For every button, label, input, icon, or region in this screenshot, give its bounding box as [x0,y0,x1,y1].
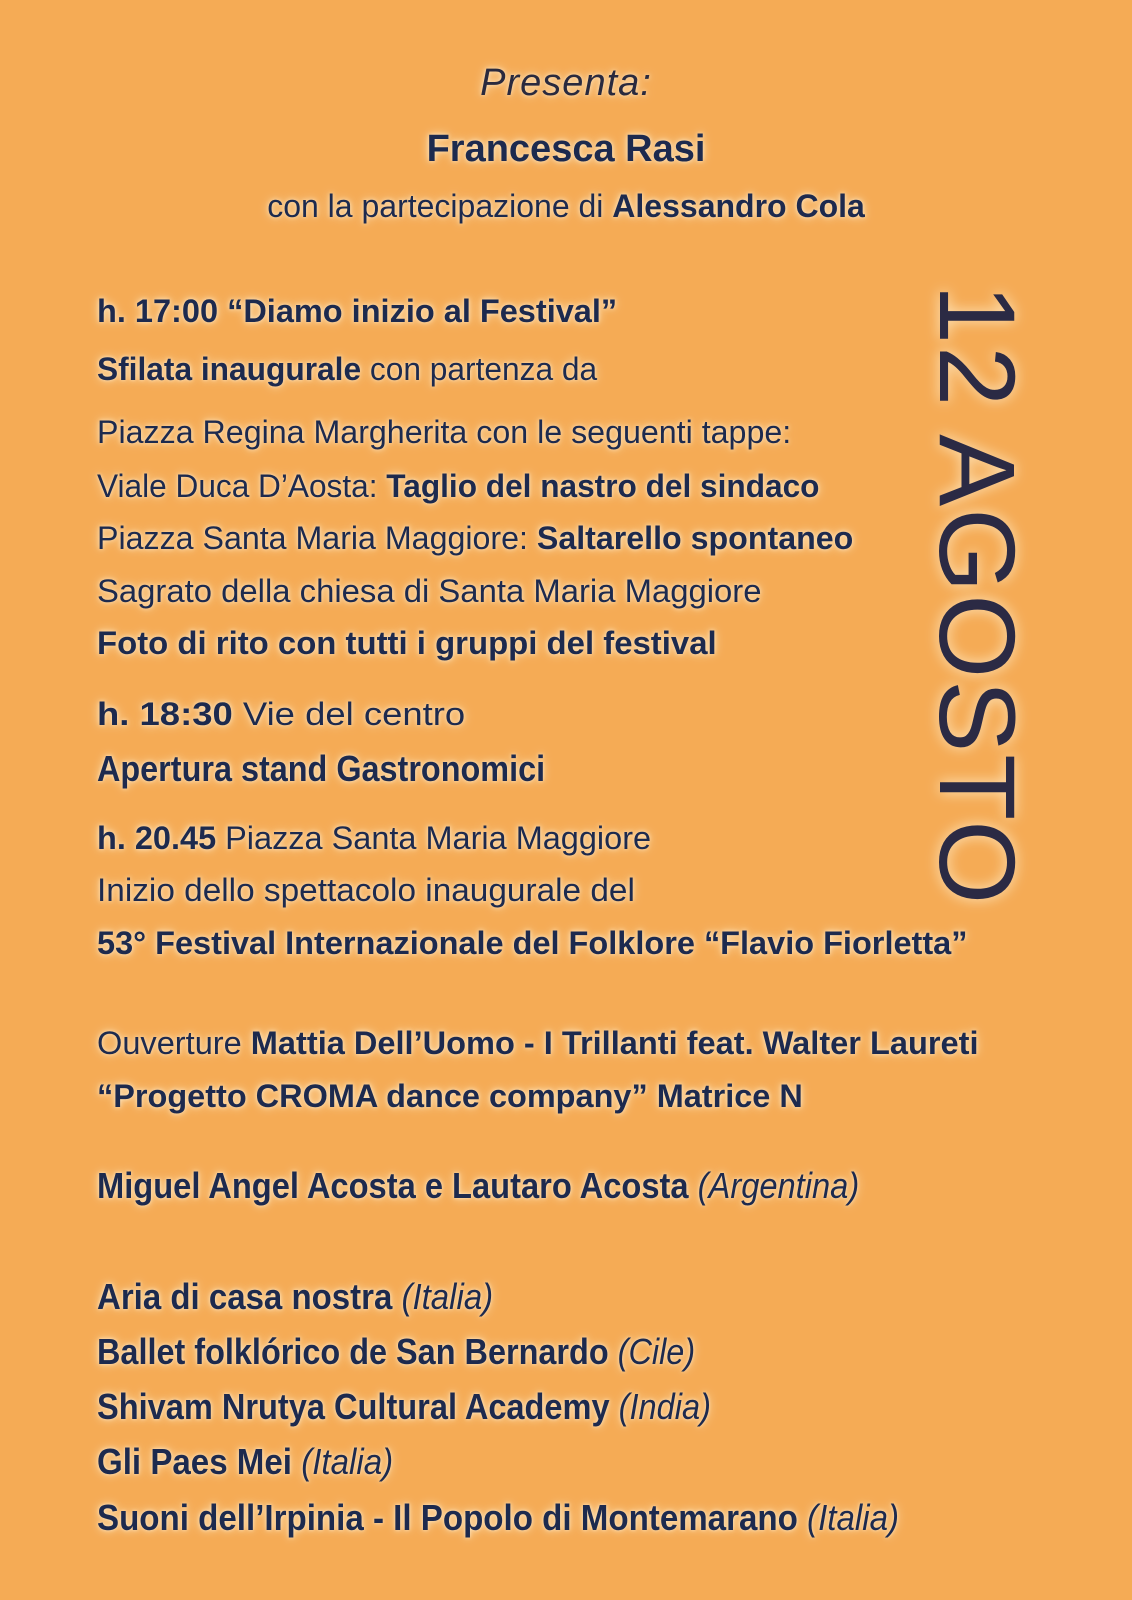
event-1-line-3: Piazza Regina Margherita con le seguenti tappe: [97,414,792,450]
overture-line-2: “Progetto CROMA dance company” Matrice N [97,1078,803,1114]
group-name: Gli Paes Mei [97,1441,292,1482]
event-2-place: Vie del centro [242,696,466,732]
event-1-heading [97,293,617,330]
event-1-stop-2: Piazza Santa Maria Maggiore: [97,520,528,556]
guest-artists [97,1165,859,1207]
group-country: (Italia) [301,1441,394,1482]
event-3-time: h. 20.45 [97,820,217,856]
group-country: (Italia) [401,1276,494,1317]
group-country: (India) [618,1386,711,1427]
event-3-line-2: Inizio dello spettacolo inaugurale del [97,872,635,908]
event-1-line-5 [97,520,853,557]
event-3-heading [97,820,651,857]
event-1-stop-2-act: Saltarello spontaneo [536,520,854,556]
event-1-stop-1: Viale Duca D’Aosta: [97,468,378,504]
group-country: (Italia) [807,1497,900,1538]
event-2-title: Apertura stand Gastronomici [97,748,546,789]
event-3-festival-name: 53° Festival Internazionale del Folklore “Flavio Fiorletta” [97,925,968,961]
overture-line [97,1025,979,1062]
event-3-place: Piazza Santa Maria Maggiore [225,820,652,856]
group-item [97,1276,493,1318]
guest-artists-country: (Argentina) [697,1165,860,1206]
group-item [97,1386,711,1428]
event-1-line-7: Foto di rito con tutti i gruppi del festival [97,625,717,661]
host-name: Francesca Rasi [426,128,706,170]
group-country: (Cile) [617,1331,696,1372]
group-item [97,1497,899,1539]
event-date: 12 AGOSTO [917,284,1038,907]
event-1-line-4 [97,468,819,505]
guest-name: Alessandro Cola [612,188,865,224]
group-name: Aria di casa nostra [97,1276,393,1317]
event-1-line-6: Sagrato della chiesa di Santa Maria Maggiore [97,573,762,609]
event-1-departure: con partenza da [369,351,598,387]
event-1-parade: Sfilata inaugurale [97,351,362,387]
presenta-label: Presenta: [480,62,652,104]
group-item [97,1441,393,1483]
guest-line [0,188,1132,225]
guest-artists-name: Miguel Angel Acosta e Lautaro Acosta [97,1165,689,1206]
event-1-line-2 [97,351,597,388]
event-1-time: h. 17:00 [97,293,219,329]
overture-label: Ouverture [97,1025,242,1061]
overture-performers: Mattia Dell’Uomo - I Trillanti feat. Walter Laureti [250,1025,979,1061]
event-2-time: h. 18:30 [97,696,233,732]
group-name: Suoni dell’Irpinia - Il Popolo di Montemarano [97,1497,798,1538]
guest-prefix: con la partecipazione di [267,188,604,224]
event-2-heading [97,696,465,733]
group-name: Ballet folklórico de San Bernardo [97,1331,609,1372]
group-item [97,1331,695,1373]
event-1-title: “Diamo inizio al Festival” [227,293,618,329]
group-name: Shivam Nrutya Cultural Academy [97,1386,610,1427]
event-1-stop-1-act: Taglio del nastro del sindaco [386,468,820,504]
